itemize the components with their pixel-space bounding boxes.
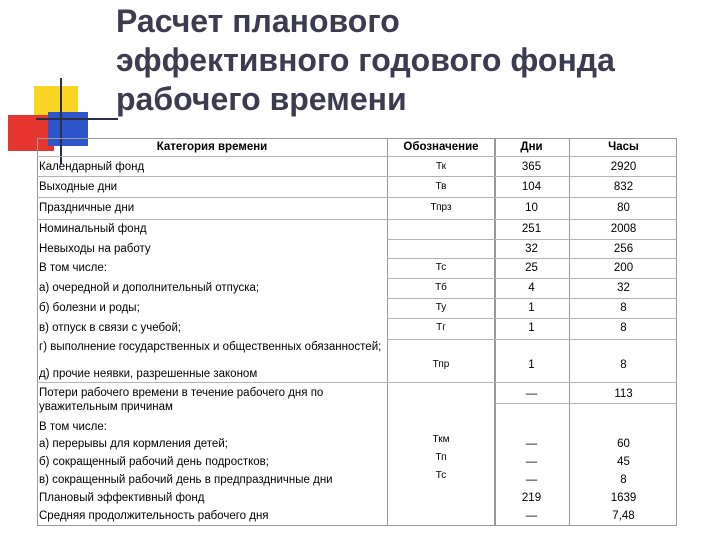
table-cell-hours: 7,48 <box>612 510 635 522</box>
table-cell-days: 1 <box>528 302 535 314</box>
table-cell-hours: 80 <box>617 202 630 214</box>
table-cell-category: б) сокращенный рабочий день подростков; <box>39 456 269 468</box>
table-cell-designation: Тг <box>436 322 446 333</box>
work-time-table <box>37 138 677 526</box>
table-cell-category: Потери рабочего времени в течение рабочего дня по уважительным причинам <box>39 387 324 413</box>
table-cell-category: Праздничные дни <box>39 202 135 214</box>
slide-title-line: Расчет планового <box>116 3 400 39</box>
slide-title <box>116 2 716 119</box>
table-cell-hours: 256 <box>613 243 634 255</box>
table-cell-days: 219 <box>521 492 542 504</box>
table-cell-hours: 832 <box>613 181 634 193</box>
table-cell-category: д) прочие неявки, разрешенные законом <box>39 368 258 380</box>
table-cell-category: Выходные дни <box>39 181 118 193</box>
table-cell-designation: Тс <box>435 262 447 273</box>
table-cell-days: 1 <box>528 359 535 371</box>
table-cell-hours: 113 <box>614 388 633 400</box>
table-cell-designation: Ту <box>435 302 447 313</box>
table-cell-hours: 60 <box>617 438 630 450</box>
table-cell-category: В том числе: <box>39 421 107 433</box>
row-divider <box>37 176 677 177</box>
table-cell-designation: Тв <box>435 181 447 192</box>
row-divider <box>37 197 677 198</box>
table-cell-hours: 1639 <box>610 492 637 504</box>
table-cell-category: а) очередной и дополнительный отпуска; <box>39 282 260 294</box>
row-divider <box>387 339 677 340</box>
row-divider <box>495 403 677 404</box>
row-divider <box>37 156 677 157</box>
table-cell-hours: 45 <box>617 456 630 468</box>
table-cell-designation: Тп <box>435 452 447 463</box>
table-cell-category: Невыходы на работу <box>39 243 151 255</box>
header-designation: Обозначение <box>403 141 479 153</box>
table-cell-days: 10 <box>525 202 538 214</box>
decor-horizontal-line <box>36 118 118 120</box>
table-cell-category: Номинальный фонд <box>39 223 147 235</box>
table-cell-category: а) перерывы для кормления детей; <box>39 438 228 450</box>
table-cell-days: 104 <box>521 181 542 193</box>
slide-title-line: эффективного годового фонда <box>116 42 615 78</box>
table-cell-days: 4 <box>528 282 535 294</box>
table-cell-designation: Тб <box>435 282 447 293</box>
table-cell-hours: 2920 <box>610 161 637 173</box>
table-cell-days: 365 <box>521 161 542 173</box>
header-days: Дни <box>520 141 543 153</box>
table-cell-days: 32 <box>525 243 538 255</box>
table-cell-days: — <box>525 456 538 468</box>
header-hours: Часы <box>608 141 639 153</box>
table-cell-designation: Тк <box>435 161 447 172</box>
header-category: Категория времени <box>156 141 268 153</box>
table-cell-hours: 8 <box>620 302 627 314</box>
table-cell-category: в) отпуск в связи с учебой; <box>39 322 182 334</box>
table-cell-designation: Тпрз <box>430 202 452 213</box>
table-cell-hours: 200 <box>613 262 634 274</box>
table-cell-days: 25 <box>525 262 538 274</box>
table-cell-category: Календарный фонд <box>39 161 145 173</box>
table-cell-days: 251 <box>521 223 542 235</box>
table-cell-days: 1 <box>528 322 535 334</box>
table-cell-category: б) болезни и роды; <box>39 302 140 314</box>
slide-title-line: рабочего времени <box>116 81 407 117</box>
table-cell-hours: 32 <box>617 282 630 294</box>
table-cell-hours: 8 <box>620 359 627 371</box>
table-cell-hours: 2008 <box>610 223 637 235</box>
table-cell-days: — <box>525 510 538 522</box>
table-cell-category: г) выполнение государственных и общественных обязанностей; <box>39 341 382 353</box>
table-cell-days: — <box>525 474 538 486</box>
table-cell-designation: Тс <box>435 470 447 481</box>
table-cell-category: В том числе: <box>39 262 107 274</box>
table-cell-days: — <box>525 388 538 400</box>
table-cell-hours: 8 <box>620 322 627 334</box>
table-cell-category: в) сокращенный рабочий день в предпраздничные дни <box>39 474 333 486</box>
table-cell-hours: 8 <box>620 474 627 486</box>
table-cell-category: Плановый эффективный фонд <box>39 492 205 504</box>
table-cell-designation: Тпр <box>432 359 450 370</box>
table-cell-designation: Ткм <box>432 434 450 445</box>
table-cell-category: Средняя продолжительность рабочего дня <box>39 510 269 522</box>
table-cell-days: — <box>525 438 538 450</box>
